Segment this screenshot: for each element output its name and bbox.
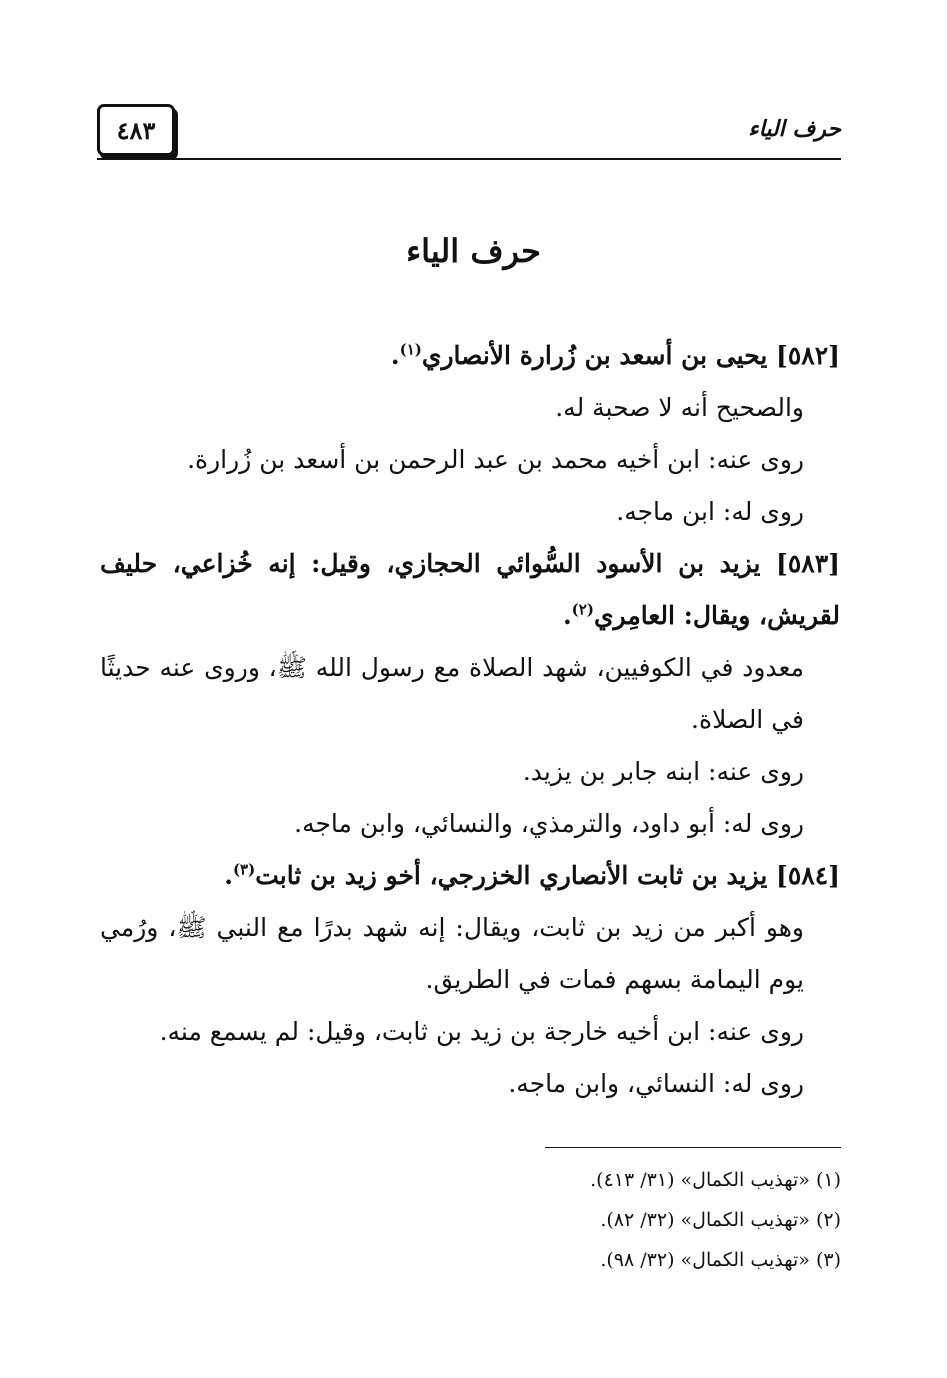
entry-heading-end: . bbox=[390, 341, 400, 370]
entry-heading bbox=[100, 538, 840, 642]
page-header bbox=[97, 104, 841, 160]
entry-line: والصحيح أنه لا صحبة له. bbox=[555, 393, 804, 422]
entry-line: روى عنه: ابنه جابر بن يزيد. bbox=[522, 757, 804, 786]
entry-heading bbox=[100, 850, 840, 902]
entry-line: روى له: ابن ماجه. bbox=[616, 497, 804, 526]
page-number: ٤٨٣ bbox=[97, 104, 175, 156]
entry-heading-text: [٥٨٣] يزيد بن الأسود السُّوائي الحجازي، وقيل: إنه خُزاعي، حليف لقريش، ويقال: العامِري bbox=[100, 549, 840, 630]
header-divider bbox=[97, 158, 841, 160]
main-text bbox=[100, 330, 840, 1110]
entry-line: روى عنه: ابن أخيه محمد بن عبد الرحمن بن أسعد بن زُرارة. bbox=[187, 445, 804, 474]
entry-heading bbox=[100, 330, 840, 382]
entry-line: وهو أكبر من زيد بن ثابت، ويقال: إنه شهد بدرًا مع النبي ﷺ، ورُمي يوم اليمامة بسهم فمات في الطريق. bbox=[100, 913, 804, 994]
chapter-title: حرف الياء bbox=[406, 232, 541, 270]
entry-heading-end: . bbox=[224, 861, 233, 890]
footnotes bbox=[300, 1160, 841, 1280]
footnote-marker: (٢) bbox=[571, 600, 594, 619]
entry-heading-end: . bbox=[562, 601, 572, 630]
footnote-marker: (٣) bbox=[232, 860, 256, 879]
footnote-divider bbox=[545, 1147, 841, 1148]
running-title: حرف الياء bbox=[748, 116, 841, 142]
entry-heading-text: [٥٨٢] يحيى بن أسعد بن زُرارة الأنصاري bbox=[421, 341, 840, 370]
footnote-marker: (١) bbox=[399, 340, 422, 359]
footnote: (١) «تهذيب الكمال» (٣١/ ٤١٣). bbox=[590, 1169, 841, 1191]
entry-heading-text: [٥٨٤] يزيد بن ثابت الأنصاري الخزرجي، أخو زيد بن ثابت bbox=[255, 861, 840, 890]
entry-line: روى عنه: ابن أخيه خارجة بن زيد بن ثابت، وقيل: لم يسمع منه. bbox=[159, 1017, 804, 1046]
entry-line: روى له: أبو داود، والترمذي، والنسائي، وابن ماجه. bbox=[294, 809, 804, 838]
entry-line: معدود في الكوفيين، شهد الصلاة مع رسول الله ﷺ، وروى عنه حديثًا في الصلاة. bbox=[100, 653, 804, 734]
footnote: (٢) «تهذيب الكمال» (٣٢/ ٨٢). bbox=[600, 1209, 841, 1231]
entry-line: روى له: النسائي، وابن ماجه. bbox=[508, 1069, 804, 1098]
footnote: (٣) «تهذيب الكمال» (٣٢/ ٩٨). bbox=[600, 1249, 841, 1271]
